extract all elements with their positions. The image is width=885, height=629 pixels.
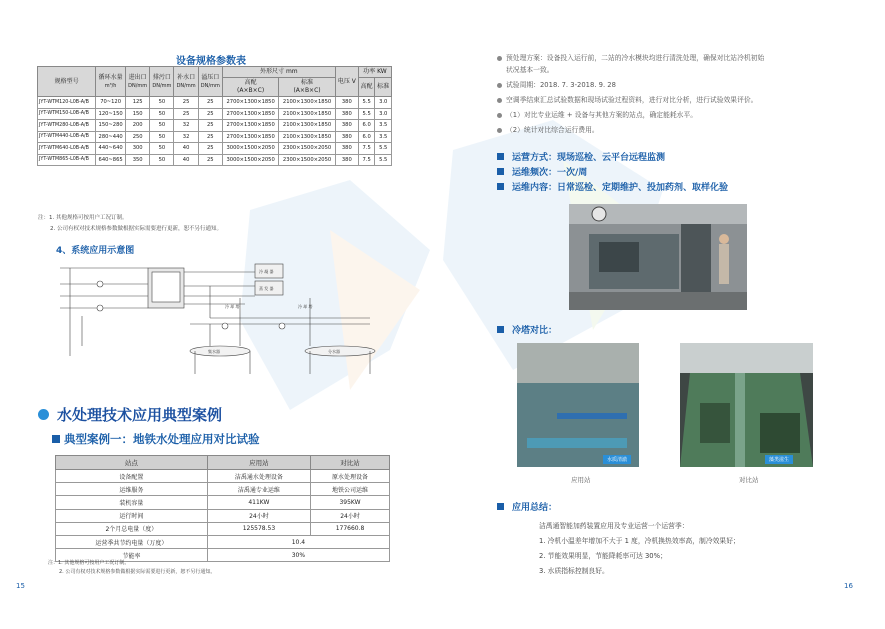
spec-cell-inlet: 125: [126, 97, 150, 109]
spec-cell-std: 2300×1500×2050: [279, 154, 335, 166]
left-page: [0, 0, 442, 629]
spec-cell-makeup: 32: [174, 120, 198, 132]
spec-cell-makeup: 40: [174, 143, 198, 155]
spec-cell-v: 380: [335, 120, 358, 132]
spec-cell-std: 2100×1300×1850: [279, 108, 335, 120]
spec-cell-inlet: 300: [126, 143, 150, 155]
spec-cell-flow: 440~640: [96, 143, 126, 155]
spec-table: [37, 66, 392, 166]
spec-cell-std: 2300×1500×2050: [279, 143, 335, 155]
case-row: [56, 509, 390, 522]
case-cell-merged-value: 30%: [207, 549, 389, 562]
square-bullet-icon: [52, 435, 60, 443]
spec-cell-ph: 5.5: [358, 97, 375, 109]
spec-cell-ph: 6.0: [358, 131, 375, 143]
spec-cell-std: 2100×1300×1850: [279, 120, 335, 132]
case-cell-a: 洁禹通水处理设备: [207, 470, 310, 483]
bullet-icon: [497, 113, 502, 118]
bullet-compare-2: （2）统计对比综合运行费用。: [497, 124, 837, 136]
th-dims-high: 高配 (A×B×C): [222, 78, 278, 97]
spec-row: [38, 131, 392, 143]
spec-cell-overflow: 25: [198, 131, 222, 143]
spec-cell-ps: 5.5: [375, 154, 392, 166]
spec-cell-v: 380: [335, 97, 358, 109]
diagram-label-condenser: 冷 凝 器: [259, 269, 274, 274]
tower-compare-title: 冷塔对比：: [497, 323, 557, 336]
th-flow: 循环水量 m³/h: [96, 67, 126, 97]
spec-cell-model: JYT-WTM865-L0B-A/B: [38, 154, 96, 166]
application-tower-photo: [517, 343, 639, 467]
spec-cell-ps: 5.5: [375, 143, 392, 155]
case-row: [56, 496, 390, 509]
spec-cell-makeup: 25: [174, 97, 198, 109]
spec-cell-drain: 50: [150, 154, 174, 166]
case-cell-b: 177660.8: [311, 522, 390, 535]
spec-note-2: 2. 公司有权对技术规格参数做根据实际需要进行更新，恕不另行通知。: [50, 226, 222, 232]
diagram-label-tower-2: 冷 却 塔: [298, 304, 313, 309]
spec-row: [38, 108, 392, 120]
summary-line-1: 洁禹通智能加药装置应用及专业运营一个运营季：: [539, 522, 689, 530]
spec-cell-ph: 5.5: [358, 108, 375, 120]
th-overflow: 溢压口 DN/mm: [198, 67, 222, 97]
bullet-dot-icon: [38, 409, 49, 420]
ops-content: 运维内容：日常巡检、定期维护、投加药剂、取样化验: [497, 180, 728, 193]
spec-cell-ps: 3.0: [375, 108, 392, 120]
spec-row: [38, 97, 392, 109]
spec-cell-flow: 280~440: [96, 131, 126, 143]
spec-cell-flow: 640~865: [96, 154, 126, 166]
spec-cell-v: 380: [335, 108, 358, 120]
spec-cell-v: 380: [335, 143, 358, 155]
th-dims-std: 标准 (A×B×C): [279, 78, 335, 97]
page-number-left: 15: [16, 582, 25, 590]
case-cell-b: 395KW: [311, 496, 390, 509]
case-row: [56, 522, 390, 535]
case-cell-a: 24小时: [207, 509, 310, 522]
case-note-1: 注：1. 其他规格可按用户工况订制。: [48, 560, 130, 566]
spec-cell-makeup: 32: [174, 131, 198, 143]
spec-cell-high: 3000×1500×2050: [222, 143, 278, 155]
spec-cell-overflow: 25: [198, 108, 222, 120]
case-cell-label: 节能率: [56, 549, 208, 562]
square-bullet-icon: [497, 183, 504, 190]
th-power: 功率 KW: [358, 67, 391, 78]
spec-note-1: 注：1. 其他规格可按用户工况订制。: [38, 215, 128, 221]
spec-cell-makeup: 25: [174, 108, 198, 120]
spec-cell-drain: 50: [150, 108, 174, 120]
th-dims: 外形尺寸 mm: [222, 67, 335, 78]
case-row: [56, 483, 390, 496]
spec-cell-v: 380: [335, 131, 358, 143]
case-cell-a: 125578.53: [207, 522, 310, 535]
case-one-title: 典型案例一：地铁水处理应用对比试验: [52, 431, 260, 447]
water-treatment-title: 水处理技术应用典型案例: [38, 404, 222, 425]
case-cell-label: 运行时间: [56, 509, 208, 522]
diagram-label-evaporator: 蒸 发 器: [259, 286, 274, 291]
diagram-label-distributor: 分水器: [328, 349, 340, 354]
case-cell-a: 411KW: [207, 496, 310, 509]
th-inlet: 进出口 DN/mm: [126, 67, 150, 97]
case-row: [56, 470, 390, 483]
square-bullet-icon: [497, 168, 504, 175]
diagram-label-tower-1: 冷 却 塔: [225, 304, 240, 309]
th-makeup: 补水口 DN/mm: [174, 67, 198, 97]
spec-cell-overflow: 25: [198, 97, 222, 109]
spec-row: [38, 120, 392, 132]
spec-cell-model: JYT-WTM640-L0B-A/B: [38, 143, 96, 155]
spec-cell-model: JYT-WTM440-L0B-A/B: [38, 131, 96, 143]
case-cell-merged-value: 10.4: [207, 535, 389, 548]
spec-cell-ph: 7.5: [358, 143, 375, 155]
case-cell-label: 运营季共节约电量（万度）: [56, 535, 208, 548]
spec-cell-inlet: 250: [126, 131, 150, 143]
spec-cell-inlet: 200: [126, 120, 150, 132]
system-diagram: [60, 256, 390, 381]
spec-cell-high: 2700×1300×1850: [222, 131, 278, 143]
square-bullet-icon: [497, 326, 504, 333]
page-number-right: 16: [844, 582, 853, 590]
algae-tower-illustration: [680, 343, 813, 467]
bullet-pretreatment: 预处理方案：设备投入运行前，二站的冷水模块均进行清洗处理，确保对比站冷机初始 状况基本一致。: [497, 52, 837, 76]
spec-cell-high: 2700×1300×1850: [222, 97, 278, 109]
spec-cell-drain: 50: [150, 120, 174, 132]
case-cell-label: 2个月总电量（度）: [56, 522, 208, 535]
bullet-period: 试验周期：2018. 7. 3-2018. 9. 28: [497, 79, 837, 91]
ops-method: 运营方式：现场巡检、云平台远程监测: [497, 150, 665, 163]
spec-cell-high: 3000×1500×2050: [222, 154, 278, 166]
spec-cell-model: JYT-WTM120-L0B-A/B: [38, 97, 96, 109]
spec-cell-ph: 6.0: [358, 120, 375, 132]
spec-cell-flow: 70~120: [96, 97, 126, 109]
section4-title: 4、系统应用示意图: [56, 246, 135, 256]
clear-water-tower-illustration: [517, 343, 639, 467]
summary-line-2: 1. 冷机小温差年增加不大于 1 度，冷机换热效率高，制冷效果好；: [539, 537, 740, 545]
bullet-icon: [497, 98, 502, 103]
bullet-icon: [497, 56, 502, 61]
case-th-compare: 对比站: [311, 456, 390, 470]
spec-cell-inlet: 350: [126, 154, 150, 166]
spec-cell-std: 2100×1300×1850: [279, 97, 335, 109]
case-cell-label: 设备配置: [56, 470, 208, 483]
case-cell-b: 地铁公司运维: [311, 483, 390, 496]
diagram-label-collector: 集水器: [208, 349, 220, 354]
spec-cell-high: 2700×1300×1850: [222, 108, 278, 120]
spec-cell-inlet: 150: [126, 108, 150, 120]
spec-row: [38, 143, 392, 155]
spec-row: [38, 154, 392, 166]
machine-room-illustration: [569, 204, 747, 310]
spec-cell-makeup: 40: [174, 154, 198, 166]
ops-frequency: 运维频次：一次/周: [497, 165, 587, 178]
bullet-icon: [497, 83, 502, 88]
case-th-site: 站点: [56, 456, 208, 470]
summary-title: 应用总结：: [497, 500, 557, 513]
spec-cell-high: 2700×1300×1850: [222, 120, 278, 132]
spec-cell-overflow: 25: [198, 143, 222, 155]
spec-cell-ps: 3.5: [375, 131, 392, 143]
case-cell-a: 洁禹通专业运维: [207, 483, 310, 496]
th-model: 规格型号: [38, 67, 96, 97]
caption-comparison-site: 对比站: [739, 476, 759, 484]
bullet-summary: 空调季结束汇总试验数据和现场试验过程资料，进行对比分析，进行试验效果评价。: [497, 94, 837, 106]
case-cell-b: 24小时: [311, 509, 390, 522]
spec-cell-flow: 150~280: [96, 120, 126, 132]
caption-application-site: 应用站: [571, 476, 591, 484]
spec-cell-drain: 50: [150, 143, 174, 155]
spec-cell-std: 2100×1300×1850: [279, 131, 335, 143]
square-bullet-icon: [497, 153, 504, 160]
right-page: [443, 0, 885, 629]
case-merged-row: [56, 535, 390, 548]
spec-cell-drain: 50: [150, 131, 174, 143]
spec-cell-overflow: 25: [198, 154, 222, 166]
case-cell-label: 运维服务: [56, 483, 208, 496]
spec-cell-flow: 120~150: [96, 108, 126, 120]
summary-line-3: 2. 节能效果明显，节能降耗率可达 30%；: [539, 552, 667, 560]
comparison-tower-photo: [680, 343, 813, 467]
spec-cell-v: 380: [335, 154, 358, 166]
algae-tag: 藻类滋生: [765, 455, 793, 464]
spec-table-title: 设备规格参数表: [176, 56, 246, 67]
case-comparison-table: [55, 455, 390, 562]
clear-water-tag: 水质清澈: [603, 455, 631, 464]
spec-cell-ph: 7.5: [358, 154, 375, 166]
summary-line-4: 3. 水质指标控制良好。: [539, 567, 609, 575]
spec-cell-ps: 3.0: [375, 97, 392, 109]
bullet-compare-1: （1）对比专业运维 + 设备与其他方案的站点，确定能耗水平。: [497, 109, 837, 121]
spec-cell-drain: 50: [150, 97, 174, 109]
th-voltage: 电压 V: [335, 67, 358, 97]
machine-room-photo: [569, 204, 747, 310]
case-th-app: 应用站: [207, 456, 310, 470]
spec-cell-model: JYT-WTM150-L0B-A/B: [38, 108, 96, 120]
spec-cell-overflow: 25: [198, 120, 222, 132]
th-drain: 排污口 DN/mm: [150, 67, 174, 97]
case-cell-label: 装机容量: [56, 496, 208, 509]
square-bullet-icon: [497, 503, 504, 510]
case-cell-b: 原水处理设备: [311, 470, 390, 483]
th-power-std: 标准: [375, 78, 392, 97]
bullet-icon: [497, 128, 502, 133]
case-note-2: 2. 公司有权对技术规格参数做根据实际需要进行更新，恕不另行通知。: [59, 569, 216, 575]
spec-cell-ps: 3.5: [375, 120, 392, 132]
spec-cell-model: JYT-WTM280-L0B-A/B: [38, 120, 96, 132]
th-power-high: 高配: [358, 78, 375, 97]
